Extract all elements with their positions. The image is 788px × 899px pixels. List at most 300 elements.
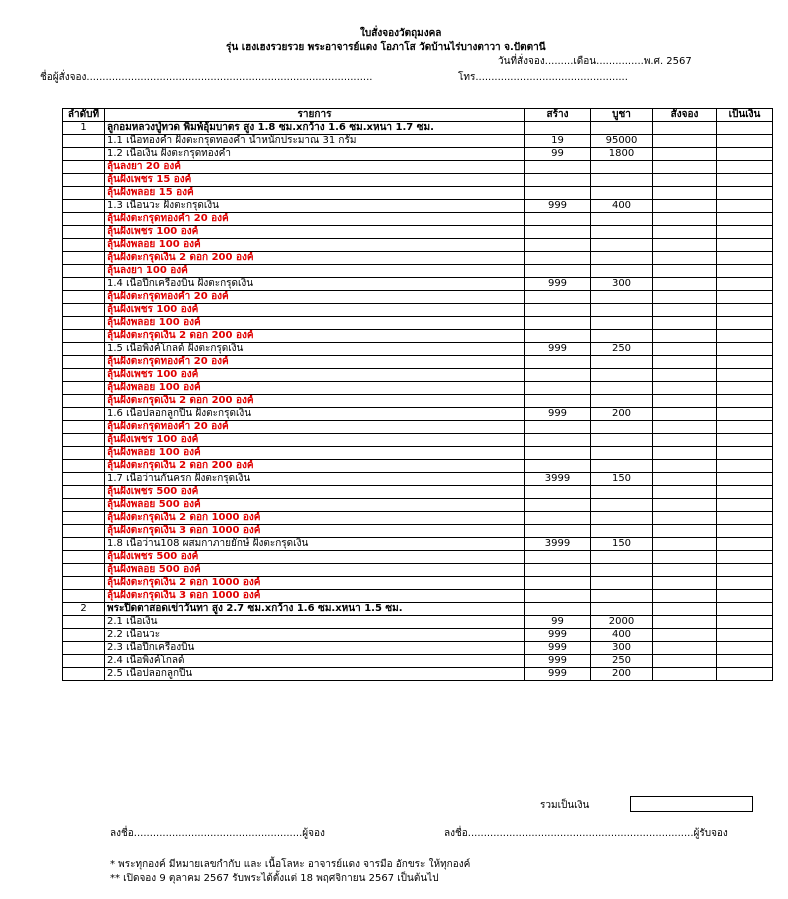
cell-amount[interactable] [717,434,773,447]
cell-amount[interactable] [717,616,773,629]
cell-no [63,252,105,265]
cell-made: 3999 [525,538,591,551]
cell-item: ลุ้นฝังตะกรุดเงิน 2 ดอก 200 องค์ [105,252,525,265]
cell-order[interactable] [653,343,717,356]
cell-order[interactable] [653,174,717,187]
cell-order[interactable] [653,408,717,421]
cell-order[interactable] [653,187,717,200]
cell-price [591,577,653,590]
cell-item: ลุ้นฝังตะกรุดทองคำ 20 องค์ [105,421,525,434]
cell-item: 1.8 เนื้อว่าน108 ผสมกาภายยักษ์ ฝังตะกรุดเงิน [105,538,525,551]
cell-price [591,564,653,577]
table-row [63,629,773,642]
cell-order[interactable] [653,551,717,564]
cell-price: 2000 [591,616,653,629]
table-row [63,564,773,577]
cell-item: ลุ้นฝังตะกรุดเงิน 2 ดอก 200 องค์ [105,330,525,343]
col-header-item: รายการ [105,109,525,122]
cell-order[interactable] [653,395,717,408]
cell-price: 150 [591,473,653,486]
cell-no [63,473,105,486]
cell-order[interactable] [653,122,717,135]
cell-made: 999 [525,343,591,356]
cell-item: ลุ้นฝังตะกรุดทองคำ 20 องค์ [105,213,525,226]
cell-amount[interactable] [717,486,773,499]
cell-item: 2.2 เนื้อนวะ [105,629,525,642]
col-header-order: สั่งจอง [653,109,717,122]
cell-price: 200 [591,668,653,681]
cell-amount[interactable] [717,642,773,655]
cell-price [591,460,653,473]
cell-amount[interactable] [717,655,773,668]
cell-amount[interactable] [717,291,773,304]
table-row [63,434,773,447]
cell-no [63,135,105,148]
table-row [63,291,773,304]
cell-made [525,460,591,473]
cell-order[interactable] [653,616,717,629]
cell-made [525,356,591,369]
table-row [63,577,773,590]
cell-made [525,603,591,616]
cell-amount[interactable] [717,421,773,434]
cell-order[interactable] [653,564,717,577]
cell-item: ลุ้นฝังเพชร 15 องค์ [105,174,525,187]
cell-price: 300 [591,642,653,655]
cell-made [525,369,591,382]
cell-amount[interactable] [717,525,773,538]
table-row [63,174,773,187]
cell-order[interactable] [653,473,717,486]
table-row [63,252,773,265]
cell-order[interactable] [653,317,717,330]
cell-made [525,447,591,460]
cell-item: 1.2 เนื้อเงิน ฝังตะกรุดทองคำ [105,148,525,161]
cell-price: 300 [591,278,653,291]
cell-no [63,538,105,551]
cell-no [63,161,105,174]
cell-price: 200 [591,408,653,421]
cell-amount[interactable] [717,369,773,382]
cell-order[interactable] [653,226,717,239]
table-row [63,408,773,421]
total-label: รวมเป็นเงิน [540,800,590,811]
cell-no [63,278,105,291]
cell-item: ลุ้นฝังเพชร 500 องค์ [105,551,525,564]
cell-order[interactable] [653,499,717,512]
cell-price [591,382,653,395]
cell-amount[interactable] [717,499,773,512]
cell-made [525,187,591,200]
cell-amount[interactable] [717,187,773,200]
form-title: ใบสั่งจองวัตถุมงคล [360,28,442,39]
phone-line[interactable]: โทร................................................ [458,72,628,83]
table-row [63,317,773,330]
table-row [63,590,773,603]
table-row [63,148,773,161]
cell-no [63,616,105,629]
cell-amount[interactable] [717,473,773,486]
cell-no [63,265,105,278]
table-row [63,265,773,278]
total-amount-box[interactable] [630,796,753,812]
cell-made [525,213,591,226]
cell-amount[interactable] [717,200,773,213]
cell-amount[interactable] [717,304,773,317]
cell-amount[interactable] [717,174,773,187]
cell-item: ลุ้นฝังพลอย 500 องค์ [105,564,525,577]
cell-price: 1800 [591,148,653,161]
cell-order[interactable] [653,668,717,681]
table-row [63,226,773,239]
cell-amount[interactable] [717,551,773,564]
cell-order[interactable] [653,278,717,291]
cell-no [63,447,105,460]
cell-no [63,564,105,577]
cell-price [591,161,653,174]
cell-item: 1.4 เนื้อปีกเครื่องบิน ฝังตะกรุดเงิน [105,278,525,291]
order-date-line[interactable]: วันที่สั่งจอง.........เดือน...............พ.ศ. 2567 [498,56,692,67]
table-row [63,122,773,135]
cell-item: ลุ้นลงยา 20 องค์ [105,161,525,174]
table-row [63,278,773,291]
cell-made: 999 [525,655,591,668]
cell-price [591,421,653,434]
cell-order[interactable] [653,642,717,655]
cell-price [591,291,653,304]
table-row [63,525,773,538]
cell-price [591,486,653,499]
cell-made: 999 [525,278,591,291]
cell-item: ลุ้นฝังพลอย 15 องค์ [105,187,525,200]
cell-amount[interactable] [717,577,773,590]
cell-order[interactable] [653,538,717,551]
cell-made [525,265,591,278]
note-1: * พระทุกองค์ มีหมายเลขกำกับ และ เนื้อโลหะ อาจารย์แดง จารมือ อักขระ ให้ทุกองค์ [110,859,471,870]
cell-no [63,174,105,187]
cell-made [525,486,591,499]
cell-made [525,382,591,395]
table-row [63,499,773,512]
cell-made [525,525,591,538]
cell-no [63,629,105,642]
table-row [63,343,773,356]
table-row [63,668,773,681]
table-row [63,603,773,616]
cell-made: 19 [525,135,591,148]
cell-no [63,460,105,473]
cell-price: 250 [591,655,653,668]
cell-item: ลุ้นฝังตะกรุดทองคำ 20 องค์ [105,356,525,369]
cell-order[interactable] [653,655,717,668]
order-table [62,108,773,681]
cell-amount[interactable] [717,148,773,161]
cell-item: ลุ้นฝังเพชร 100 องค์ [105,304,525,317]
table-row [63,395,773,408]
col-header-no: ลำดับที่ [63,109,105,122]
cell-price [591,265,653,278]
cell-no [63,200,105,213]
cell-made [525,551,591,564]
cell-item: 1.3 เนื้อนวะ ฝังตะกรุดเงิน [105,200,525,213]
cell-order[interactable] [653,486,717,499]
cell-no [63,304,105,317]
cell-price [591,356,653,369]
cell-no [63,551,105,564]
cell-amount[interactable] [717,512,773,525]
cell-price: 400 [591,200,653,213]
cell-amount[interactable] [717,668,773,681]
cell-price [591,447,653,460]
cell-made [525,291,591,304]
cell-price [591,330,653,343]
table-row [63,161,773,174]
cell-no [63,187,105,200]
cell-price [591,317,653,330]
cell-order[interactable] [653,421,717,434]
table-header-row [63,109,773,122]
cell-order[interactable] [653,148,717,161]
cell-order[interactable] [653,252,717,265]
cell-order[interactable] [653,330,717,343]
col-header-price: บูชา [591,109,653,122]
cell-order[interactable] [653,265,717,278]
table-row [63,382,773,395]
cell-amount[interactable] [717,395,773,408]
cell-made [525,330,591,343]
cell-amount[interactable] [717,265,773,278]
cell-made: 99 [525,148,591,161]
cell-price: 400 [591,629,653,642]
cell-made: 999 [525,642,591,655]
cell-price [591,525,653,538]
cell-item: ลุ้นฝังพลอย 100 องค์ [105,447,525,460]
cell-price [591,174,653,187]
cell-item: 1.7 เนื้อว่านกันครก ฝังตะกรุดเงิน [105,473,525,486]
cell-no: 1 [63,122,105,135]
cell-item: 1.1 เนื้อทองคำ ฝังตะกรุดทองคำ น้ำหนักประมาณ 31 กรัม [105,135,525,148]
cell-no [63,239,105,252]
cell-price [591,226,653,239]
cell-price: 250 [591,343,653,356]
orderer-signature[interactable]: ลงชื่อ.....................................................ผู้จอง [110,828,325,839]
table-row [63,460,773,473]
cell-price [591,213,653,226]
cell-amount[interactable] [717,278,773,291]
cell-order[interactable] [653,161,717,174]
table-row [63,486,773,499]
cell-order[interactable] [653,239,717,252]
cell-made [525,434,591,447]
cell-amount[interactable] [717,343,773,356]
cell-made [525,421,591,434]
cell-no [63,213,105,226]
cell-made [525,226,591,239]
table-row [63,473,773,486]
table-row [63,330,773,343]
cell-price [591,304,653,317]
cell-made [525,161,591,174]
cell-item: ลุ้นฝังพลอย 100 องค์ [105,382,525,395]
cell-price [591,252,653,265]
cell-item: ลุ้นฝังเพชร 500 องค์ [105,486,525,499]
cell-made [525,174,591,187]
cell-amount[interactable] [717,239,773,252]
table-row [63,655,773,668]
cell-amount[interactable] [717,356,773,369]
cell-price [591,590,653,603]
cell-price [591,512,653,525]
cell-price [591,187,653,200]
cell-no [63,642,105,655]
cell-no [63,148,105,161]
cell-order[interactable] [653,434,717,447]
cell-made [525,317,591,330]
table-row [63,356,773,369]
cell-made [525,239,591,252]
cell-amount[interactable] [717,135,773,148]
table-row [63,200,773,213]
cell-item: ลุ้นฝังเพชร 100 องค์ [105,369,525,382]
cell-item: ลุ้นฝังพลอย 100 องค์ [105,239,525,252]
table-row [63,369,773,382]
cell-no [63,356,105,369]
cell-no [63,408,105,421]
table-row [63,135,773,148]
cell-amount[interactable] [717,590,773,603]
cell-no [63,395,105,408]
cell-order[interactable] [653,525,717,538]
customer-name-line[interactable]: ชื่อผู้สั่งจอง.......................................................................................... [40,72,373,83]
cell-amount[interactable] [717,538,773,551]
cell-amount[interactable] [717,122,773,135]
cell-order[interactable] [653,356,717,369]
cell-order[interactable] [653,603,717,616]
cell-no [63,655,105,668]
cell-amount[interactable] [717,408,773,421]
cell-made: 999 [525,629,591,642]
cell-no [63,226,105,239]
cell-item: ลุ้นฝังเพชร 100 องค์ [105,434,525,447]
cell-item: ลุ้นฝังตะกรุดเงิน 2 ดอก 200 องค์ [105,395,525,408]
cell-price [591,239,653,252]
table-row [63,304,773,317]
cell-amount[interactable] [717,213,773,226]
cell-no [63,343,105,356]
cell-item: ลุ้นลงยา 100 องค์ [105,265,525,278]
col-header-made: สร้าง [525,109,591,122]
cell-made: 999 [525,408,591,421]
cell-price [591,603,653,616]
cell-no [63,512,105,525]
cell-item: ลุ้นฝังพลอย 100 องค์ [105,317,525,330]
cell-made [525,304,591,317]
cell-amount[interactable] [717,161,773,174]
cell-price [591,369,653,382]
cell-made [525,395,591,408]
cell-made: 999 [525,200,591,213]
cell-made [525,564,591,577]
cell-order[interactable] [653,304,717,317]
cell-no [63,369,105,382]
table-row [63,642,773,655]
table-row [63,551,773,564]
cell-made [525,577,591,590]
cell-order[interactable] [653,512,717,525]
cell-amount[interactable] [717,382,773,395]
cell-price [591,395,653,408]
cell-order[interactable] [653,213,717,226]
form-subtitle: รุ่น เฮงเฮงรวยรวย พระอาจารย์แดง โอภาโส วัดบ้านไร่บางตาวา จ.ปัตตานี [226,42,546,53]
table-row [63,616,773,629]
cell-item: 2.5 เนื้อปลอกลูกปืน [105,668,525,681]
cell-item: ลุ้นฝังพลอย 500 องค์ [105,499,525,512]
cell-item: ลุ้นฝังตะกรุดเงิน 3 ดอก 1000 องค์ [105,590,525,603]
cell-amount[interactable] [717,629,773,642]
note-2: ** เปิดจอง 9 ตุลาคม 2567 รับพระได้ตั้งแต่ 18 พฤศจิกายน 2567 เป็นต้นไป [110,873,439,884]
cell-item: 2.3 เนื้อปีกเครื่องบิน [105,642,525,655]
cell-order[interactable] [653,629,717,642]
cell-made [525,252,591,265]
cell-amount[interactable] [717,447,773,460]
table-row [63,421,773,434]
cell-price [591,122,653,135]
cell-order[interactable] [653,447,717,460]
cell-order[interactable] [653,577,717,590]
cell-order[interactable] [653,291,717,304]
cell-order[interactable] [653,382,717,395]
cell-made [525,512,591,525]
cell-item: 2.4 เนื้อพิงค์โกลด์ [105,655,525,668]
table-row [63,213,773,226]
cell-amount[interactable] [717,564,773,577]
cell-amount[interactable] [717,252,773,265]
cell-made: 999 [525,668,591,681]
cell-item: ลุ้นฝังตะกรุดทองคำ 20 องค์ [105,291,525,304]
cell-made [525,590,591,603]
cell-amount[interactable] [717,603,773,616]
cell-amount[interactable] [717,226,773,239]
cell-order[interactable] [653,200,717,213]
cell-amount[interactable] [717,460,773,473]
receiver-signature[interactable]: ลงชื่อ.......................................................................ผู้รับจอง [444,828,728,839]
cell-price [591,499,653,512]
cell-item: 1.6 เนื้อปลอกลูกปืน ฝังตะกรุดเงิน [105,408,525,421]
cell-no [63,486,105,499]
cell-price [591,434,653,447]
cell-item: 2.1 เนื้อเงิน [105,616,525,629]
cell-no: 2 [63,603,105,616]
cell-item: 1.5 เนื้อพิงค์โกลด์ ฝังตะกรุดเงิน [105,343,525,356]
cell-order[interactable] [653,460,717,473]
cell-no [63,421,105,434]
cell-made [525,122,591,135]
cell-amount[interactable] [717,330,773,343]
cell-no [63,382,105,395]
cell-no [63,668,105,681]
table-row [63,538,773,551]
cell-order[interactable] [653,590,717,603]
cell-order[interactable] [653,369,717,382]
cell-order[interactable] [653,135,717,148]
cell-amount[interactable] [717,317,773,330]
cell-no [63,577,105,590]
cell-made [525,499,591,512]
cell-price: 150 [591,538,653,551]
cell-item: พระปิดตาสอดเข่าวันทา สูง 2.7 ซม.xกว้าง 1.6 ซม.xหนา 1.5 ซม. [105,603,525,616]
cell-no [63,330,105,343]
cell-item: ลุ้นฝังตะกรุดเงิน 2 ดอก 200 องค์ [105,460,525,473]
